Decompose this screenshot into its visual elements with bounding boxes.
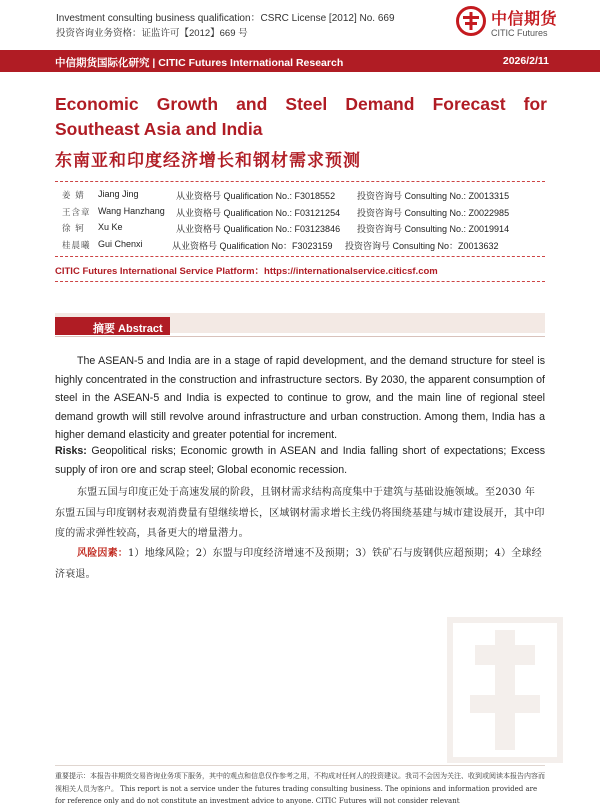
abstract-en: The ASEAN-5 and India are in a stage of rapid development, and the demand structure for steel is highly concentrated in the construction and infrastructure sectors. By 2030, the apparent consumption of steel in the ASEAN-5 and India is expected to continue to grow, and the main line of regional steel demand growth will still revolve around infrastructure and urban construction. Among them, India has a higher demand elasticity and greater potential for increment. — [55, 355, 545, 441]
author-name-en: Wang Hanzhang — [98, 205, 165, 216]
divider — [55, 765, 545, 766]
abstract-cn: 东盟五国与印度正处于高速发展的阶段，且钢材需求结构高度集中于建筑与基础设施领域。至2030 年东盟五国与印度钢材表观消费量有望继续增长，区域钢材需求增长主线仍将围绕基建与城市建设展开，其中印度的需求弹性较高，具备更大的增量潜力。 — [55, 487, 545, 539]
banner-title: 中信期货国际化研究 | CITIC Futures International Research — [55, 57, 344, 69]
divider — [55, 181, 545, 182]
author-qualification: 从业资格号 Qualification No.: F3018552 — [176, 191, 336, 201]
divider — [55, 336, 545, 337]
author-consulting: 投资咨询号 Consulting No.: Z0019914 — [357, 224, 510, 234]
author-name-cn: 王含章 — [62, 207, 91, 218]
abstract-heading — [55, 317, 170, 335]
author-name-cn: 姜 婧 — [62, 191, 85, 201]
author-name-en: Xu Ke — [98, 222, 123, 232]
citic-logo-icon — [456, 6, 486, 36]
author-consulting: 投资咨询号 Consulting No：Z0013632 — [345, 240, 499, 251]
qualification-en: Investment consulting business qualification：CSRC License [2012] No. 669 — [56, 13, 395, 24]
risks-label-cn: 风险因素： — [77, 548, 128, 559]
research-banner — [0, 50, 600, 72]
author-consulting: 投资咨询号 Consulting No.: Z0013315 — [357, 191, 510, 201]
watermark-seal — [430, 600, 580, 780]
report-date: 2026/2/11 — [502, 55, 549, 67]
author-name-cn: 徐 轲 — [62, 224, 85, 234]
report-title-cn: 东南亚和印度经济增长和钢材需求预测 — [55, 151, 361, 171]
risks-en — [55, 442, 545, 479]
risks-text-en: Geopolitical risks; Economic growth in ASEAN and India falling short of expectations; Excess supply of iron ore and scrap steel; Global economic recession. — [55, 445, 545, 476]
author-name-en: Jiang Jing — [98, 189, 139, 199]
author-qualification: 从业资格号 Qualification No：F3023159 — [172, 240, 333, 251]
author-qualification: 从业资格号 Qualification No.: F03121254 — [176, 207, 341, 218]
author-name-cn: 桂晨曦 — [62, 240, 91, 251]
logo-text-cn: 中信期货 — [491, 11, 558, 28]
risks-label-en: Risks: — [55, 445, 87, 457]
service-platform-link[interactable]: CITIC Futures International Service Platform：https://internationalservice.citicsf.com — [55, 266, 438, 277]
report-title-en: Economic Growth and Steel Demand Forecast for Southeast Asia and India — [55, 94, 547, 139]
author-consulting: 投资咨询号 Consulting No.: Z0022985 — [357, 207, 510, 218]
risks-text-cn: 1）地缘风险；2）东盟与印度经济增速不及预期；3）铁矿石与废钢供应超预期；4）全球经济衰退。 — [55, 548, 542, 580]
citic-futures-logo — [456, 4, 566, 44]
author-name-en: Gui Chenxi — [98, 238, 143, 249]
author-qualification: 从业资格号 Qualification No.: F03123846 — [176, 224, 341, 234]
divider — [55, 256, 545, 257]
divider — [55, 281, 545, 282]
abstract-heading-label: 摘要 Abstract — [93, 323, 163, 335]
logo-text-en: CITIC Futures — [491, 28, 548, 38]
risks-cn — [55, 544, 545, 585]
qualification-cn: 投资咨询业务资格：证监许可【2012】669 号 — [56, 28, 248, 39]
disclaimer: 重要提示：本报告非期货交易咨询业务项下服务，其中的观点和信息仅作参考之用，不构成对任何人的投资建议。我司不会因为关注、收到或阅读本报告内容而视相关人员为客户。 This report is not a service under the futures trading consulting business. The opinions and information provided are for reference only and do not constitute an investment advice to anyone. CITIC Futures will not consider relevant — [55, 772, 545, 805]
